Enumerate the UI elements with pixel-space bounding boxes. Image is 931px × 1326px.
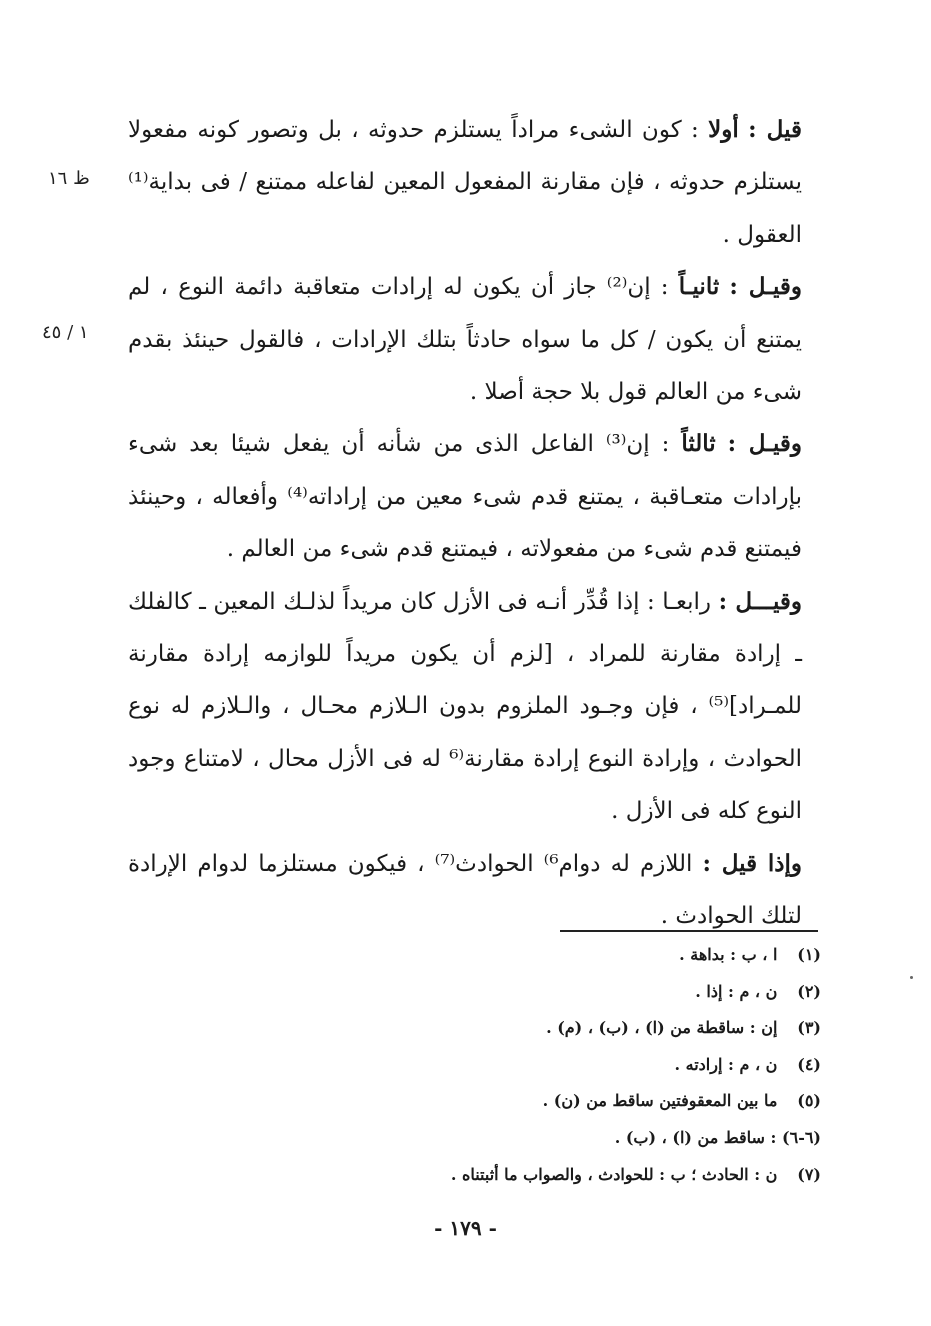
footnote-text: ما بين المعقوفتين ساقط من (ن) .: [542, 1091, 778, 1111]
paragraph-5: [128, 838, 840, 943]
paragraph-lead: وقيـل :: [727, 430, 802, 458]
scan-speck: [910, 976, 913, 979]
paragraph-3: [128, 418, 840, 575]
footnote-number: (٧): [797, 1164, 821, 1184]
footnote: [261, 974, 821, 1011]
paragraph-text: : إن⁽³⁾ الفاعل الذى من شأنه أن يفعل شيئا بعد شىء بإرادات متعـاقبة ، يمتنع قدم شىء معين من إراداته⁽⁴⁾ وأفعاله ، وحينئذ فيمتنع قدم شىء من مفعولاته ، فيمتنع قدم شىء من العالم .: [128, 431, 802, 563]
footnote-number: (٣): [797, 1018, 821, 1038]
paragraph-lead: وقيـــل :: [718, 587, 802, 615]
paragraph-term: ثانيـاً: [678, 273, 720, 301]
footnote-number: (٦-٦): [782, 1127, 821, 1147]
footnote: [261, 1047, 821, 1084]
footnote-text: إن : ساقطة من (ا) ، (ب) ، (م) .: [546, 1018, 778, 1038]
paragraph-lead: وقيـل :: [729, 273, 802, 301]
footnote-number: (٢): [797, 981, 821, 1001]
paragraph-text: اللازم له دوام⁶⁾ الحوادث⁽⁷⁾ ، فيكون مستلزما لدوام الإرادة لتلك الحوادث .: [128, 850, 802, 930]
footnote: [261, 937, 821, 974]
main-text: [128, 104, 840, 943]
footnote-text: : ساقط من (ا) ، (ب) .: [614, 1127, 777, 1147]
footnote-text: ا ، ب : بداهة .: [679, 945, 778, 964]
paragraph-lead: وإذا قيل :: [702, 849, 802, 877]
footnote: [261, 1157, 821, 1194]
footnote-number: (٥): [797, 1091, 821, 1111]
paragraph-term: ثالثاً: [681, 430, 716, 458]
footnote-text: ن ، م : إرادته .: [674, 1054, 778, 1074]
page-number: - ١٧٩ -: [434, 1216, 497, 1240]
paragraph-1: [128, 104, 840, 261]
footnotes: [261, 937, 821, 1193]
paragraph-2: [128, 261, 840, 418]
footnote-number: (٤): [797, 1054, 821, 1074]
margin-note-lower: ١ / ٤٥: [42, 322, 89, 343]
footnote-divider: [560, 930, 818, 932]
paragraph-text: رابعـا : إذا قُدِّر أنـه فى الأزل كان مريداً لذلـك المعين ـ كالفلك ـ إرادة مقارنة للمراد ، [لزم أن يكون مريداً للوازمه إرادة مقارنة للمـراد]⁽⁵⁾ ، فإن وجـود الملزوم بدون الـلازم محـال ، والـلازم له نوع الحوادث ، وإرادة النوع إرادة مقارنة⁽⁶ له فى الأزل محال ، لامتناع وجود النوع كله فى الأزل .: [128, 588, 802, 825]
paragraph-text: : إن⁽²⁾ جاز أن يكون له إرادات متعاقبة دائمة النوع ، لم يمتنع أن يكون / كل ما سواه حادثاً بتلك الإرادات ، فالقول حينئذ بقدم شىء من العالم قول بلا حجة أصلا .: [128, 274, 802, 406]
paragraph-term: أولا: [708, 116, 739, 143]
paragraph-lead: قيل :: [748, 116, 803, 143]
footnote: [261, 1010, 821, 1047]
footnote-text: ن : الحادث ؛ ب : للحوادث ، والصواب ما أثبتناه .: [450, 1164, 778, 1184]
footnote-text: ن ، م : إذا .: [695, 981, 778, 1001]
paragraph-4: [128, 576, 840, 838]
footnote-number: (١): [797, 945, 821, 964]
footnote: [261, 1083, 821, 1120]
footnote: [261, 1120, 821, 1157]
paragraph-text: : كون الشىء مراداً يستلزم حدوثه ، بل وتصور كونه مفعولا يستلزم حدوثه ، فإن مقارنة المفعول المعين لفاعله ممتنع / فى بداية⁽¹⁾ العقول .: [128, 117, 802, 248]
margin-note-upper: ظ ١٦: [48, 168, 90, 189]
